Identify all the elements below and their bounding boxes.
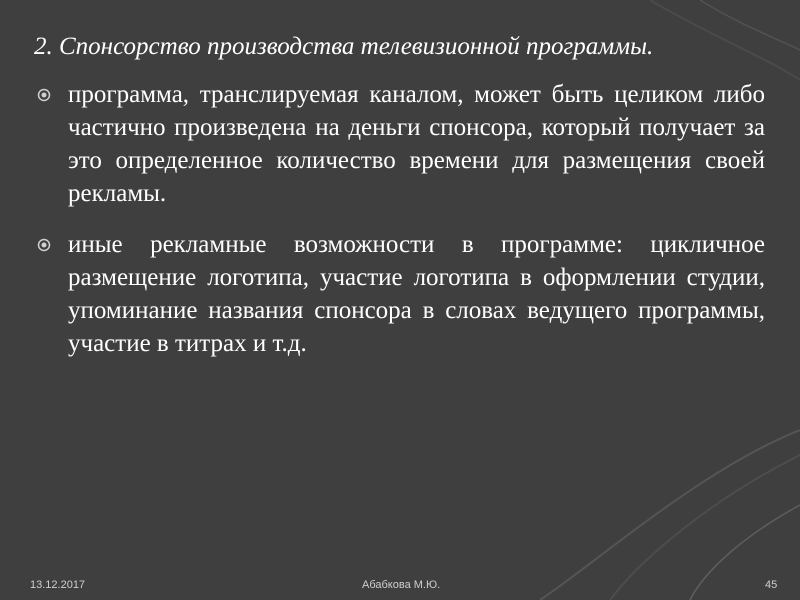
footer-page-number: 45 bbox=[765, 579, 778, 591]
bullet-item bbox=[34, 78, 765, 210]
bullet-list bbox=[34, 78, 765, 360]
footer-author: Абабкова М.Ю. bbox=[362, 579, 441, 591]
slide-heading: 2. Спонсорство производства телевизионной программы. bbox=[34, 33, 654, 60]
circle-bullet-icon bbox=[37, 238, 51, 252]
footer-date: 13.12.2017 bbox=[30, 579, 86, 591]
bullet-item bbox=[34, 228, 765, 360]
circle-bullet-icon bbox=[37, 88, 51, 102]
slide-content bbox=[34, 30, 765, 378]
bullet-text: иные рекламные возможности в программе: цикличное размещение логотипа, участие логотипа в оформлении студии, упоминание названия спонсора в словах ведущего программы, участие в титрах и т.д. bbox=[68, 231, 765, 357]
bullet-text: программа, транслируемая каналом, может быть целиком либо частично произведена на деньги спонсора, который получает за это определенное количество времени для размещения своей рекламы. bbox=[68, 81, 765, 207]
